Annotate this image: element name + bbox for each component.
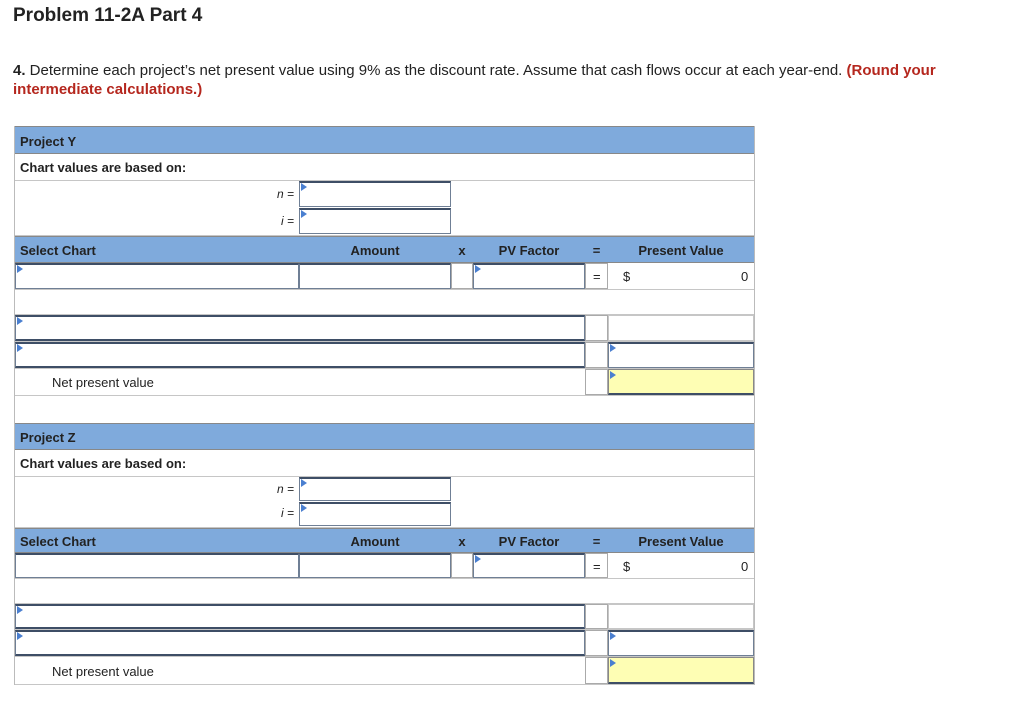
wide-select-input[interactable] [15, 315, 585, 341]
amount-input[interactable] [299, 553, 451, 578]
equals-sign: = [593, 269, 601, 284]
amount-input[interactable] [299, 263, 451, 289]
dropdown-arrow-icon [610, 632, 616, 640]
wide-select-input[interactable] [15, 604, 585, 629]
blank-cell [585, 604, 608, 629]
dropdown-arrow-icon [301, 479, 307, 487]
instruction-text: Determine each project’s net present value using 9% as the discount rate. Assume that cash flows occur at each year-end. [25, 62, 847, 79]
blank-cell [585, 657, 608, 684]
dropdown-arrow-icon [17, 265, 23, 273]
dropdown-arrow-icon [17, 344, 23, 352]
wide-select-input[interactable] [15, 342, 585, 368]
dropdown-arrow-icon [610, 371, 616, 379]
project-z-ni-row [15, 477, 754, 528]
select-chart-input[interactable] [15, 263, 299, 289]
i-label: i = [281, 506, 295, 520]
amount-header: Amount [350, 534, 400, 549]
dropdown-arrow-icon [610, 344, 616, 352]
npv-label: Net present value [52, 375, 154, 390]
amount-header: Amount [350, 243, 400, 258]
blank-cell [585, 315, 608, 341]
n-label: n = [277, 482, 295, 496]
i-input[interactable] [299, 502, 451, 526]
equals-header: = [592, 243, 601, 258]
project-z-wide-row-2 [15, 630, 754, 657]
project-y-header [15, 126, 754, 154]
instructions [13, 61, 1018, 99]
project-z-header [15, 423, 754, 450]
project-y-title: Project Y [20, 134, 77, 149]
npv-input[interactable] [608, 369, 754, 395]
question-number: 4. [13, 62, 26, 79]
project-y-column-header [15, 236, 754, 263]
dropdown-arrow-icon [17, 632, 23, 640]
times-cell [451, 263, 473, 289]
project-z-table [14, 423, 755, 685]
dropdown-arrow-icon [301, 183, 307, 191]
equals-sign: = [593, 559, 601, 574]
pv-factor-input[interactable] [473, 553, 585, 578]
chart-values-label: Chart values are based on: [20, 456, 187, 471]
n-label: n = [277, 187, 295, 201]
project-y-ni-row [15, 181, 754, 236]
equals-cell [585, 263, 608, 289]
n-input[interactable] [299, 477, 451, 501]
value-input[interactable] [608, 342, 754, 368]
project-y-entry-row [15, 263, 754, 290]
project-z-wide-row-1 [15, 604, 754, 630]
dropdown-arrow-icon [17, 317, 23, 325]
times-cell [451, 553, 473, 578]
chart-values-label: Chart values are based on: [20, 160, 187, 175]
n-input[interactable] [299, 181, 451, 207]
blank-value-cell [608, 604, 754, 629]
select-chart-header: Select Chart [20, 243, 96, 258]
dropdown-arrow-icon [475, 555, 481, 563]
present-value-amount: 0 [741, 559, 749, 574]
blank-value-cell [608, 315, 754, 341]
pv-factor-input[interactable] [473, 263, 585, 289]
rounding-note: (Round your intermediate calculations.) [13, 62, 936, 98]
pv-factor-header: PV Factor [498, 534, 560, 549]
dropdown-arrow-icon [475, 265, 481, 273]
dropdown-arrow-icon [17, 606, 23, 614]
project-z-title: Project Z [20, 430, 76, 445]
project-z-npv-row [15, 657, 754, 685]
npv-label: Net present value [52, 664, 154, 679]
dropdown-arrow-icon [301, 504, 307, 512]
dropdown-arrow-icon [301, 210, 307, 218]
project-y-wide-row-1 [15, 315, 754, 342]
select-chart-input[interactable] [15, 553, 299, 578]
dollar-sign: $ [623, 559, 631, 574]
select-chart-header: Select Chart [20, 534, 96, 549]
wide-select-input[interactable] [15, 630, 585, 656]
page-title: Problem 11-2A Part 4 [13, 5, 203, 26]
times-header: x [458, 534, 466, 549]
present-value-header: Present Value [638, 243, 724, 258]
project-y-table [14, 126, 755, 423]
equals-header: = [592, 534, 601, 549]
dollar-sign: $ [623, 269, 631, 284]
present-value-amount: 0 [741, 269, 749, 284]
blank-cell [585, 369, 608, 395]
npv-input[interactable] [608, 657, 754, 684]
i-input[interactable] [299, 208, 451, 234]
project-y-npv-row [15, 369, 754, 396]
blank-cell [585, 342, 608, 368]
value-input[interactable] [608, 630, 754, 656]
pv-factor-header: PV Factor [498, 243, 560, 258]
project-z-column-header [15, 528, 754, 553]
project-z-blank-row [15, 579, 754, 604]
project-y-blank-row [15, 290, 754, 315]
project-z-chart-row [15, 450, 754, 477]
i-label: i = [281, 214, 295, 228]
project-y-chart-row [15, 154, 754, 181]
equals-cell [585, 553, 608, 578]
blank-cell [585, 630, 608, 656]
present-value-header: Present Value [638, 534, 724, 549]
project-y-wide-row-2 [15, 342, 754, 369]
dropdown-arrow-icon [610, 659, 616, 667]
project-y-spacer-row [15, 396, 754, 423]
times-header: x [458, 243, 466, 258]
project-z-entry-row [15, 553, 754, 579]
